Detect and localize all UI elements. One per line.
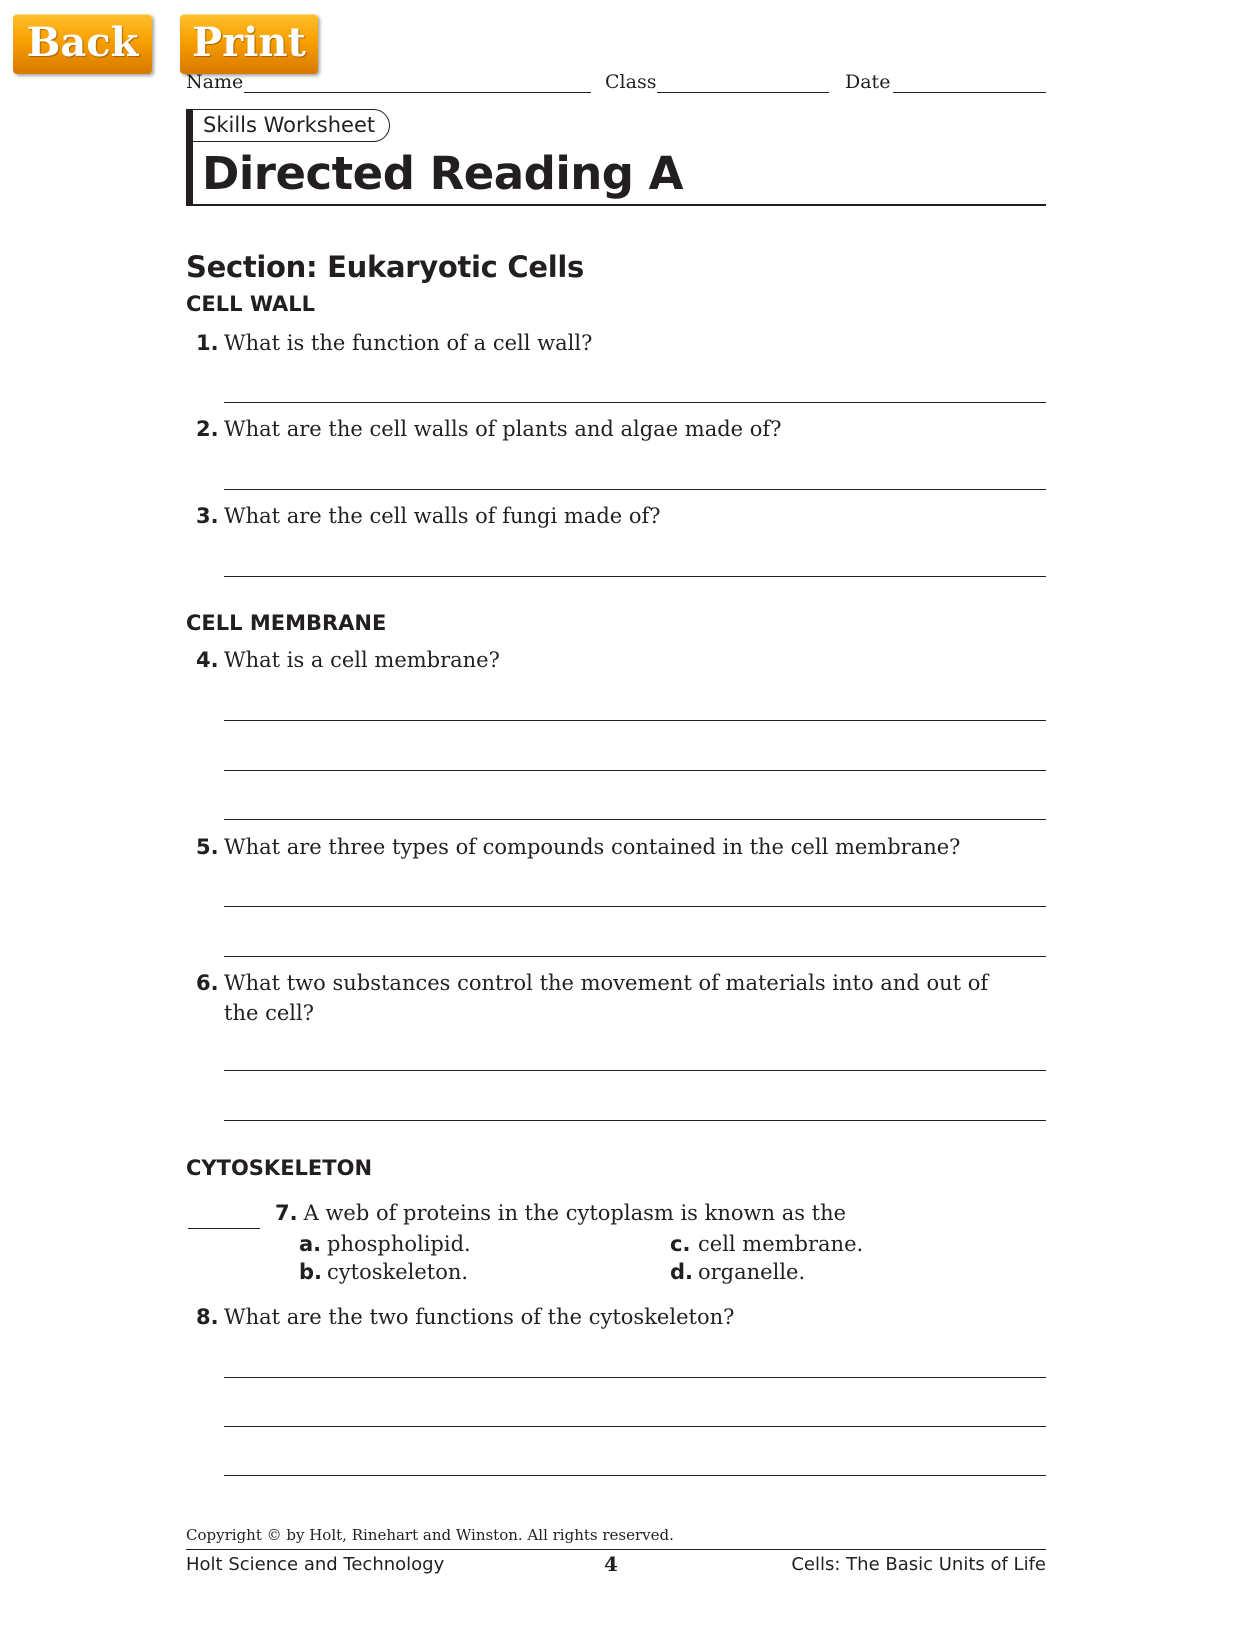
option-text: cytoskeleton. <box>327 1260 469 1284</box>
answer-line[interactable] <box>224 1120 1046 1121</box>
date-line[interactable] <box>893 92 1046 93</box>
answer-line[interactable] <box>224 819 1046 820</box>
date-label: Date <box>845 71 891 93</box>
option-a[interactable] <box>299 1230 471 1258</box>
question-7 <box>275 1198 846 1228</box>
question-text-continued: the cell? <box>224 1001 314 1025</box>
answer-line[interactable] <box>224 576 1046 577</box>
section-title: Section: Eukaryotic Cells <box>186 250 584 284</box>
question-4 <box>196 645 996 675</box>
question-number: 3. <box>196 504 219 528</box>
question-6 <box>196 968 996 1028</box>
print-button[interactable]: Print <box>180 14 318 74</box>
footer-chapter: Cells: The Basic Units of Life <box>791 1554 1046 1575</box>
answer-line[interactable] <box>224 1070 1046 1071</box>
question-number: 7. <box>275 1201 298 1225</box>
question-number: 6. <box>196 971 219 995</box>
answer-line[interactable] <box>224 489 1046 490</box>
answer-line[interactable] <box>224 402 1046 403</box>
question-5 <box>196 832 996 862</box>
answer-line[interactable] <box>224 956 1046 957</box>
answer-blank[interactable] <box>188 1228 260 1229</box>
skills-worksheet-tab: Skills Worksheet <box>193 109 390 142</box>
question-2 <box>196 414 996 444</box>
answer-line[interactable] <box>224 770 1046 771</box>
name-label: Name <box>186 71 244 93</box>
copyright: Copyright © by Holt, Rinehart and Winston. All rights reserved. <box>186 1526 674 1544</box>
question-number: 8. <box>196 1305 219 1329</box>
page-number: 4 <box>604 1552 618 1576</box>
question-text: What are the cell walls of fungi made of? <box>224 504 661 528</box>
page-title: Directed Reading A <box>202 147 683 200</box>
subhead-cytoskeleton: CYTOSKELETON <box>186 1156 373 1180</box>
title-bar <box>186 109 193 206</box>
question-number: 5. <box>196 835 219 859</box>
subhead-cell-membrane: CELL MEMBRANE <box>186 611 387 635</box>
option-c[interactable] <box>670 1230 863 1258</box>
option-text: phospholipid. <box>327 1232 471 1256</box>
option-d[interactable] <box>670 1258 805 1286</box>
footer-publisher: Holt Science and Technology <box>186 1554 445 1575</box>
option-letter: d. <box>670 1260 694 1284</box>
footer-rule <box>186 1549 1046 1550</box>
question-text: A web of proteins in the cytoplasm is known as the <box>303 1201 847 1225</box>
question-text: What is the function of a cell wall? <box>224 331 593 355</box>
question-text: What are three types of compounds contained in the cell membrane? <box>224 835 961 859</box>
answer-line[interactable] <box>224 720 1046 721</box>
question-number: 2. <box>196 417 219 441</box>
question-8 <box>196 1302 996 1332</box>
name-line[interactable] <box>244 92 591 93</box>
question-number: 4. <box>196 648 219 672</box>
option-text: organelle. <box>698 1260 806 1284</box>
question-number: 1. <box>196 331 219 355</box>
option-letter: b. <box>299 1260 323 1284</box>
answer-line[interactable] <box>224 906 1046 907</box>
question-text: What are the cell walls of plants and algae made of? <box>224 417 782 441</box>
back-button[interactable]: Back <box>13 14 152 74</box>
option-letter: a. <box>299 1232 322 1256</box>
option-letter: c. <box>670 1232 691 1256</box>
question-text: What is a cell membrane? <box>224 648 500 672</box>
answer-line[interactable] <box>224 1426 1046 1427</box>
answer-line[interactable] <box>224 1377 1046 1378</box>
class-line[interactable] <box>657 92 829 93</box>
title-rule <box>186 204 1046 206</box>
question-text: What two substances control the movement of materials into and out of <box>224 971 989 995</box>
question-3 <box>196 501 996 531</box>
question-text: What are the two functions of the cytoskeleton? <box>224 1305 735 1329</box>
option-b[interactable] <box>299 1258 468 1286</box>
option-text: cell membrane. <box>698 1232 864 1256</box>
class-label: Class <box>605 71 657 93</box>
question-1 <box>196 328 996 358</box>
answer-line[interactable] <box>224 1475 1046 1476</box>
subhead-cell-wall: CELL WALL <box>186 292 316 316</box>
